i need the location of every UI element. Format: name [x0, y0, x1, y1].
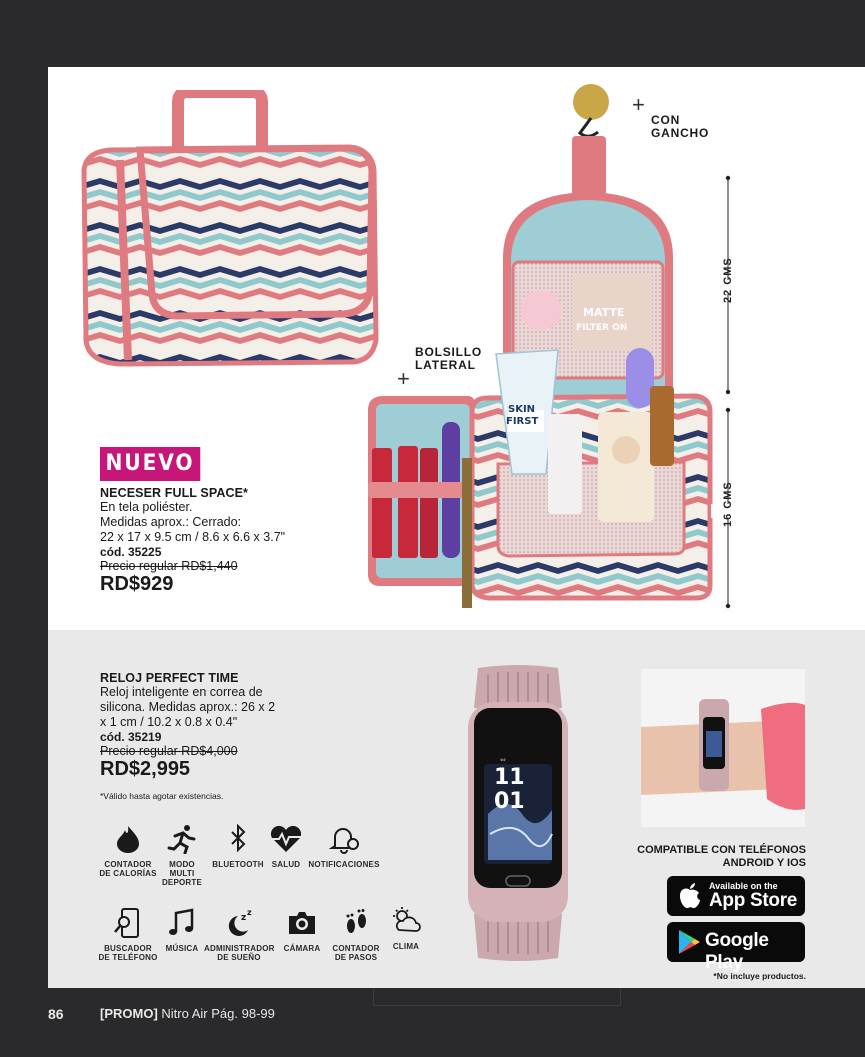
- watch-time-display: 11 01: [494, 765, 525, 814]
- closed-toiletry-bag-image: [80, 90, 380, 370]
- svg-text:z: z: [241, 913, 247, 923]
- running-icon: [163, 824, 201, 854]
- product-detail-line: 22 x 17 x 9.5 cm / 8.6 x 6.6 x 3.7": [100, 530, 286, 544]
- product-detail-line: silicona. Medidas aprox.: 26 x 2: [100, 700, 276, 714]
- side-pocket-callout: BOLSILLO LATERAL: [415, 345, 483, 372]
- matte-product-text: MATTE: [583, 306, 625, 319]
- product-detail-line: x 1 cm / 10.2 x 0.8 x 0.4": [100, 715, 238, 729]
- music-icon: [163, 908, 201, 938]
- dimension-lines: [720, 174, 736, 610]
- feature-multisport: MODO MULTI DEPORTE: [142, 824, 222, 887]
- regular-price: Precio regular RD$4,000: [100, 744, 238, 758]
- no-products-note: *No incluye productos.: [713, 971, 806, 981]
- feature-steps: CONTADOR DE PASOS: [316, 908, 396, 962]
- feature-weather: CLIMA: [366, 906, 446, 951]
- hook-callout-marker: +: [632, 92, 645, 117]
- app-store-button[interactable]: Available on the App Store: [667, 876, 805, 916]
- sale-price: RD$2,995: [100, 758, 191, 780]
- product-code: cód. 35219: [100, 730, 162, 744]
- dimension-top-label: 22 CMS: [722, 257, 734, 303]
- watch-description: [100, 671, 380, 801]
- product-code: cód. 35225: [100, 545, 162, 559]
- product-title: NECESER FULL SPACE*: [100, 486, 248, 500]
- weather-icon: [387, 906, 425, 936]
- google-play-button[interactable]: Google Play: [667, 922, 805, 962]
- product-detail-line: Reloj inteligente en correa de: [100, 685, 263, 699]
- svg-text:⇔: ⇔: [500, 756, 506, 764]
- heart-pulse-icon: [267, 824, 305, 854]
- feature-notifications: NOTIFICACIONES: [304, 824, 384, 869]
- sleep-icon: [220, 908, 258, 938]
- product-detail-line: Medidas aprox.: Cerrado:: [100, 515, 242, 529]
- availability-note: *Válido hasta agotar existencias.: [100, 791, 224, 801]
- svg-text:FILTER ON: FILTER ON: [576, 323, 628, 333]
- svg-text:SKIN: SKIN: [508, 404, 536, 415]
- page-number: 86: [48, 1006, 64, 1022]
- feature-calories: CONTADOR DE CALORÍAS: [88, 824, 168, 878]
- neceser-description: [100, 486, 360, 596]
- feature-sleep: z z ADMINISTRADOR DE SUEÑO: [204, 908, 275, 962]
- feature-health: SALUD: [246, 824, 326, 869]
- sale-price: RD$929: [100, 573, 174, 595]
- google-play-icon: [677, 929, 701, 955]
- product-title: RELOJ PERFECT TIME: [100, 671, 239, 685]
- apple-icon: [677, 882, 703, 910]
- dimension-bottom-label: 16 CMS: [722, 481, 734, 527]
- feature-phone-finder: BUSCADOR DE TELÉFONO: [88, 908, 168, 962]
- open-toiletry-bag-image: [358, 78, 718, 618]
- footer-divider: [373, 988, 621, 1006]
- feature-camera: CÁMARA: [262, 908, 342, 953]
- compatibility-text: COMPATIBLE CON TELÉFONOS ANDROID Y IOS: [637, 844, 806, 869]
- new-badge: NUEVO: [100, 447, 200, 481]
- smartwatch-image: [462, 664, 574, 964]
- svg-text:z: z: [247, 908, 252, 917]
- hook-callout: CON GANCHO: [651, 113, 710, 140]
- svg-text:FIRST: FIRST: [506, 416, 539, 427]
- bell-gear-icon: [325, 824, 363, 854]
- side-pocket-callout-marker: +: [397, 366, 410, 391]
- feature-bluetooth: BLUETOOTH: [198, 824, 278, 869]
- regular-price: Precio regular RD$1,440: [100, 559, 238, 573]
- feature-music: MÚSICA: [142, 908, 222, 953]
- product-detail-line: En tela poliéster.: [100, 500, 193, 514]
- promo-link[interactable]: [PROMO] Nitro Air Pág. 98-99: [100, 1006, 275, 1021]
- watch-on-wrist-image: [641, 669, 805, 827]
